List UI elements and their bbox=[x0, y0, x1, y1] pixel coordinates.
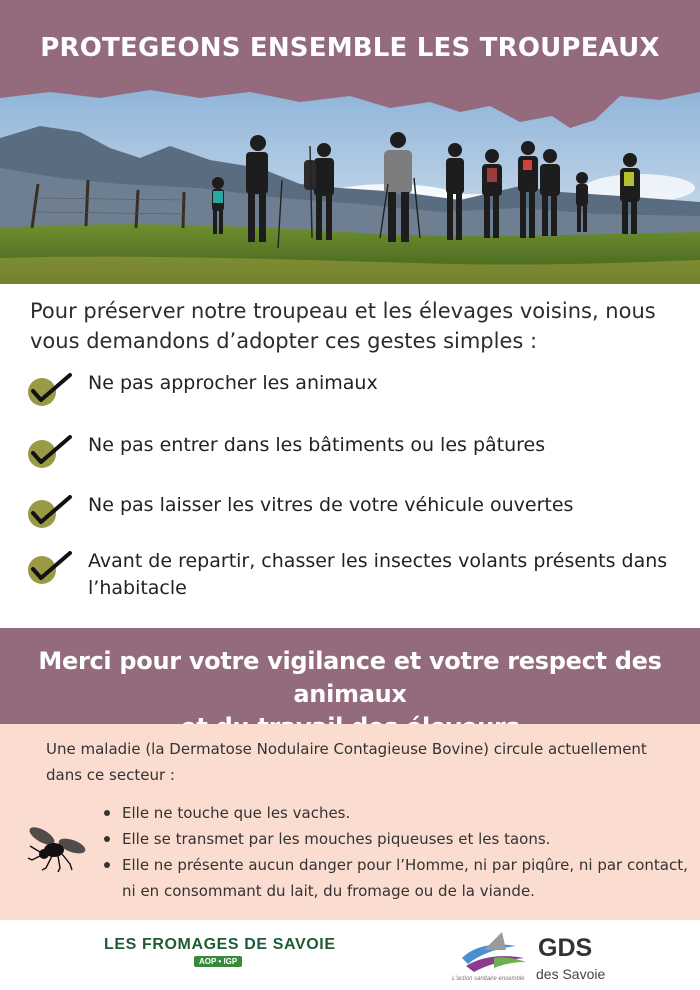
gds-name: GDS bbox=[538, 934, 593, 962]
check-item-label: Ne pas approcher les animaux bbox=[88, 372, 378, 394]
hikers-photo bbox=[0, 88, 700, 284]
disease-info-text: Une maladie (la Dermatose Nodulaire Contagieuse Bovine) circule actuellement dans ce secteur : bbox=[46, 740, 647, 784]
thanks-banner bbox=[0, 628, 700, 724]
check-circle-icon bbox=[26, 370, 74, 410]
disease-bullets bbox=[100, 800, 690, 904]
list-item: Elle ne présente aucun danger pour l’Homme, ni par piqûre, ni par contact, ni en consommant du lait, du fromage ou de la viande. bbox=[100, 852, 690, 904]
check-circle-icon bbox=[26, 432, 74, 472]
gds-tagline: L'action sanitaire ensemble bbox=[452, 976, 525, 982]
fromages-de-savoie-logo bbox=[104, 936, 364, 980]
check-item-label: Avant de repartir, chasser les insectes volants présents dans l’habitacle bbox=[88, 550, 668, 599]
gds-swoosh-icon bbox=[454, 928, 534, 974]
footer bbox=[0, 920, 700, 990]
list-item: Elle ne touche que les vaches. bbox=[100, 800, 690, 826]
fly-icon bbox=[24, 822, 90, 876]
logo-left-name: LES FROMAGES DE SAVOIE bbox=[104, 936, 336, 953]
gds-logo bbox=[450, 928, 620, 988]
list-item: Elle se transmet par les mouches piqueuses et les taons. bbox=[100, 826, 690, 852]
aop-igp-badge: AOP • IGP bbox=[194, 956, 242, 967]
page-title: PROTEGEONS ENSEMBLE LES TROUPEAUX bbox=[40, 33, 660, 63]
check-circle-icon bbox=[26, 548, 74, 588]
thanks-line-1: Merci pour votre vigilance et votre respect des animaux bbox=[38, 647, 662, 708]
check-circle-icon bbox=[26, 492, 74, 532]
gds-subtitle: des Savoie bbox=[536, 966, 606, 982]
intro-text: Pour préserver notre troupeau et les élevages voisins, nous vous demandons d’adopter ces gestes simples : bbox=[30, 299, 656, 353]
check-item-label: Ne pas laisser les vitres de votre véhicule ouvertes bbox=[88, 494, 574, 516]
check-item-label: Ne pas entrer dans les bâtiments ou les pâtures bbox=[88, 434, 546, 456]
disease-info-box bbox=[0, 724, 700, 920]
